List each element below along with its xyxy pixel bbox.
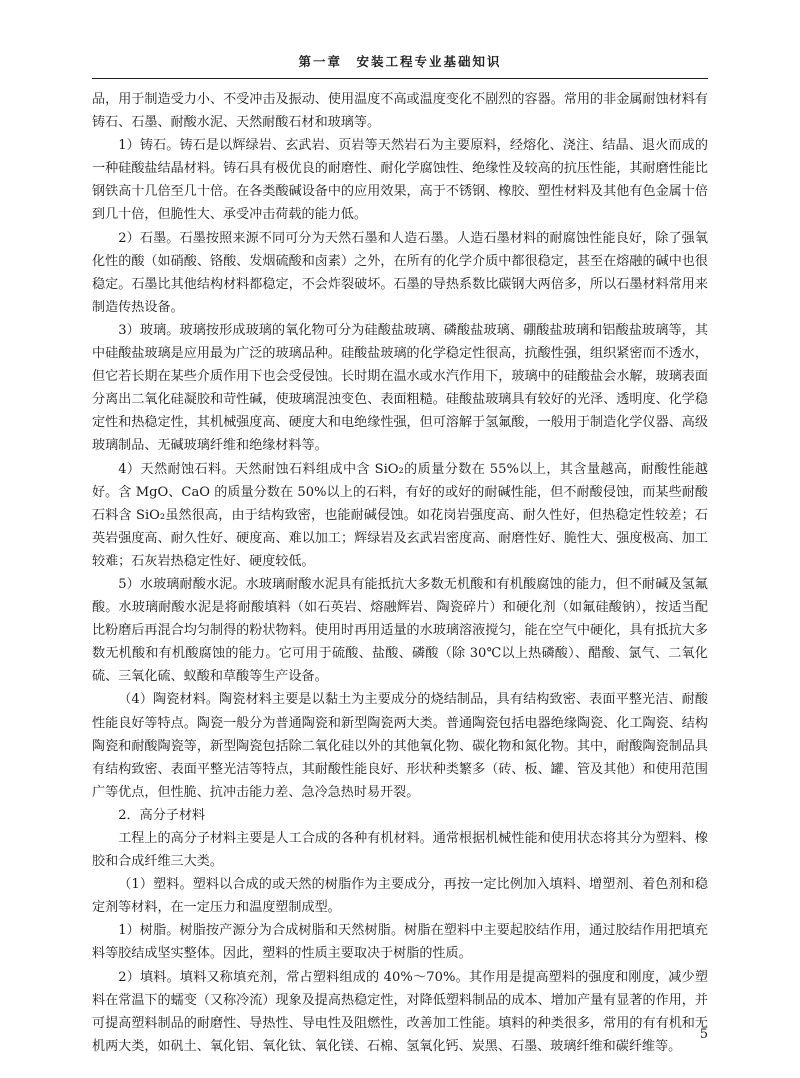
paragraph-plastics: （1）塑料。塑料以合成的或天然的树脂作为主要成分，再按一定比例加入填料、增塑剂、着色剂和稳定剂等材料，在一定压力和温度塑制成型。	[92, 877, 708, 916]
paragraph-filler: 2）填料。填料又称填充剂，常占塑料组成的 40%～70%。其作用是提高塑料的强度和刚度，减少塑料在常温下的蠕变（又称冷流）现象及提高热稳定性，对降低塑料制品的成本、增加产量有显著的作用，并可提高塑料制品的耐磨性、导热性、导电性及阻燃性，改善加工性能。填料的种类很多，常用的有有机和无机两大类，如矾土、氧化铝、氧化钛、氧化镁、石棉、氢氧化钙、炭黑、石墨、玻璃纤维和碳纤维等。	[92, 969, 708, 1054]
paragraph-graphite: 2）石墨。石墨按照来源不同可分为天然石墨和人造石墨。人造石墨材料的耐腐蚀性能良好，除了强氧化性的酸（如硝酸、铬酸、发烟硫酸和卤素）之外，在所有的化学介质中都很稳定，甚至在熔融的碱中也很稳定。石墨比其他结构材料都稳定，不会炸裂破坏。石墨的导热系数比碳钢大两倍多，所以石墨材料常用来制造传热设备。	[92, 230, 708, 315]
paragraph-natural-stone: 4）天然耐蚀石料。天然耐蚀石料组成中含 SiO₂的质量分数在 55%以上，其含量越高，耐酸性能越好。含 MgO、CaO 的质量分数在 50%以上的石料，有好的或好的耐碱性能，但不耐酸侵蚀，而某些耐酸石料含 SiO₂虽然很高，由于结构致密，也能耐碱侵蚀。如花岗岩强度高、耐久性好，但热稳定性较差；石英岩强度高、耐久性好、硬度高、难以加工；辉绿岩及玄武岩密度高、耐磨性好、脆性大、强度极高、加工较难；石灰岩热稳定性好、硬度较低。	[92, 461, 708, 569]
paragraph-cast-stone: 1）铸石。铸石是以辉绿岩、玄武岩、页岩等天然岩石为主要原料，经熔化、浇注、结晶、退火而成的一种硅酸盐结晶材料。铸石具有极优良的耐磨性、耐化学腐蚀性、绝缘性及较高的抗压性能，其耐磨性能比钢铁高十几倍至几十倍。在各类酸碱设备中的应用效果，高于不锈钢、橡胶、塑性材料及其他有色金属十倍到几十倍，但脆性大、承受冲击荷载的能力低。	[92, 138, 708, 223]
paragraph-ceramics: （4）陶瓷材料。陶瓷材料主要是以黏土为主要成分的烧结制品，具有结构致密、表面平整光洁、耐酸性能良好等特点。陶瓷一般分为普通陶瓷和新型陶瓷两大类。普通陶瓷包括电器绝缘陶瓷、化工陶瓷、结构陶瓷和耐酸陶瓷等，新型陶瓷包括除二氧化硅以外的其他氧化物、碳化物和氮化物。其中，耐酸陶瓷制品具有结构致密、表面平整光洁等特点，其耐酸性能良好、形状种类繁多（砖、板、罐、管及其他）和使用范围广等优点，但性脆、抗冲击能力差、急冷急热时易开裂。	[92, 692, 708, 800]
paragraph-resin: 1）树脂。树脂按产源分为合成树脂和天然树脂。树脂在塑料中主要起胶结作用，通过胶结作用把填充料等胶结成坚实整体。因此，塑料的性质主要取决于树脂的性质。	[92, 923, 708, 962]
paragraph-glass: 3）玻璃。玻璃按形成玻璃的氧化物可分为硅酸盐玻璃、磷酸盐玻璃、硼酸盐玻璃和铝酸盐玻璃等，其中硅酸盐玻璃是应用最为广泛的玻璃品种。硅酸盐玻璃的化学稳定性很高，抗酸性强，组织紧密而不透水，但它若长期在某些介质作用下也会受侵蚀。长时期在温水或水汽作用下，玻璃中的硅酸盐会水解，玻璃表面分离出二氧化硅凝胶和苛性碱，使玻璃混浊变色、表面粗糙。硅酸盐玻璃具有较好的光泽、透明度、化学稳定性和热稳定性，其机械强度高、硬度大和电绝缘性强，但可溶解于氢氟酸，一般用于制造化学仪器、高级玻璃制品、无碱玻璃纤维和绝缘材料等。	[92, 322, 708, 454]
running-header: 第一章 安装工程专业基础知识	[298, 54, 502, 69]
body-text	[92, 88, 708, 1058]
paragraph-water-glass-cement: 5）水玻璃耐酸水泥。水玻璃耐酸水泥具有能抵抗大多数无机酸和有机酸腐蚀的能力，但不耐碱及氢氟酸。水玻璃耐酸水泥是将耐酸填料（如石英岩、熔融辉岩、陶瓷碎片）和硬化剂（如氟硅酸钠），按适当配比粉磨后再混合均匀制得的粉状物料。使用时再用适量的水玻璃溶液搅匀，能在空气中硬化，具有抵抗大多数无机酸和有机酸腐蚀的能力。它可用于硫酸、盐酸、磷酸（除 30℃以上热磷酸）、醋酸、氯气、二氧化硫、三氧化硫、蚁酸和草酸等生产设备。	[92, 576, 708, 685]
page-number: 5	[699, 1027, 708, 1042]
paragraph-continuation: 品，用于制造受力小、不受冲击及振动、使用温度不高或温度变化不剧烈的容器。常用的非金属耐蚀材料有铸石、石墨、耐酸水泥、天然耐酸石材和玻璃等。	[92, 92, 708, 131]
header-rule	[92, 78, 708, 79]
paragraph-polymers-intro: 工程上的高分子材料主要是人工合成的各种有机材料。通常根据机械性能和使用状态将其分为塑料、橡胶和合成纤维三大类。	[92, 831, 708, 870]
section-heading-polymers: 2．高分子材料	[118, 807, 206, 823]
